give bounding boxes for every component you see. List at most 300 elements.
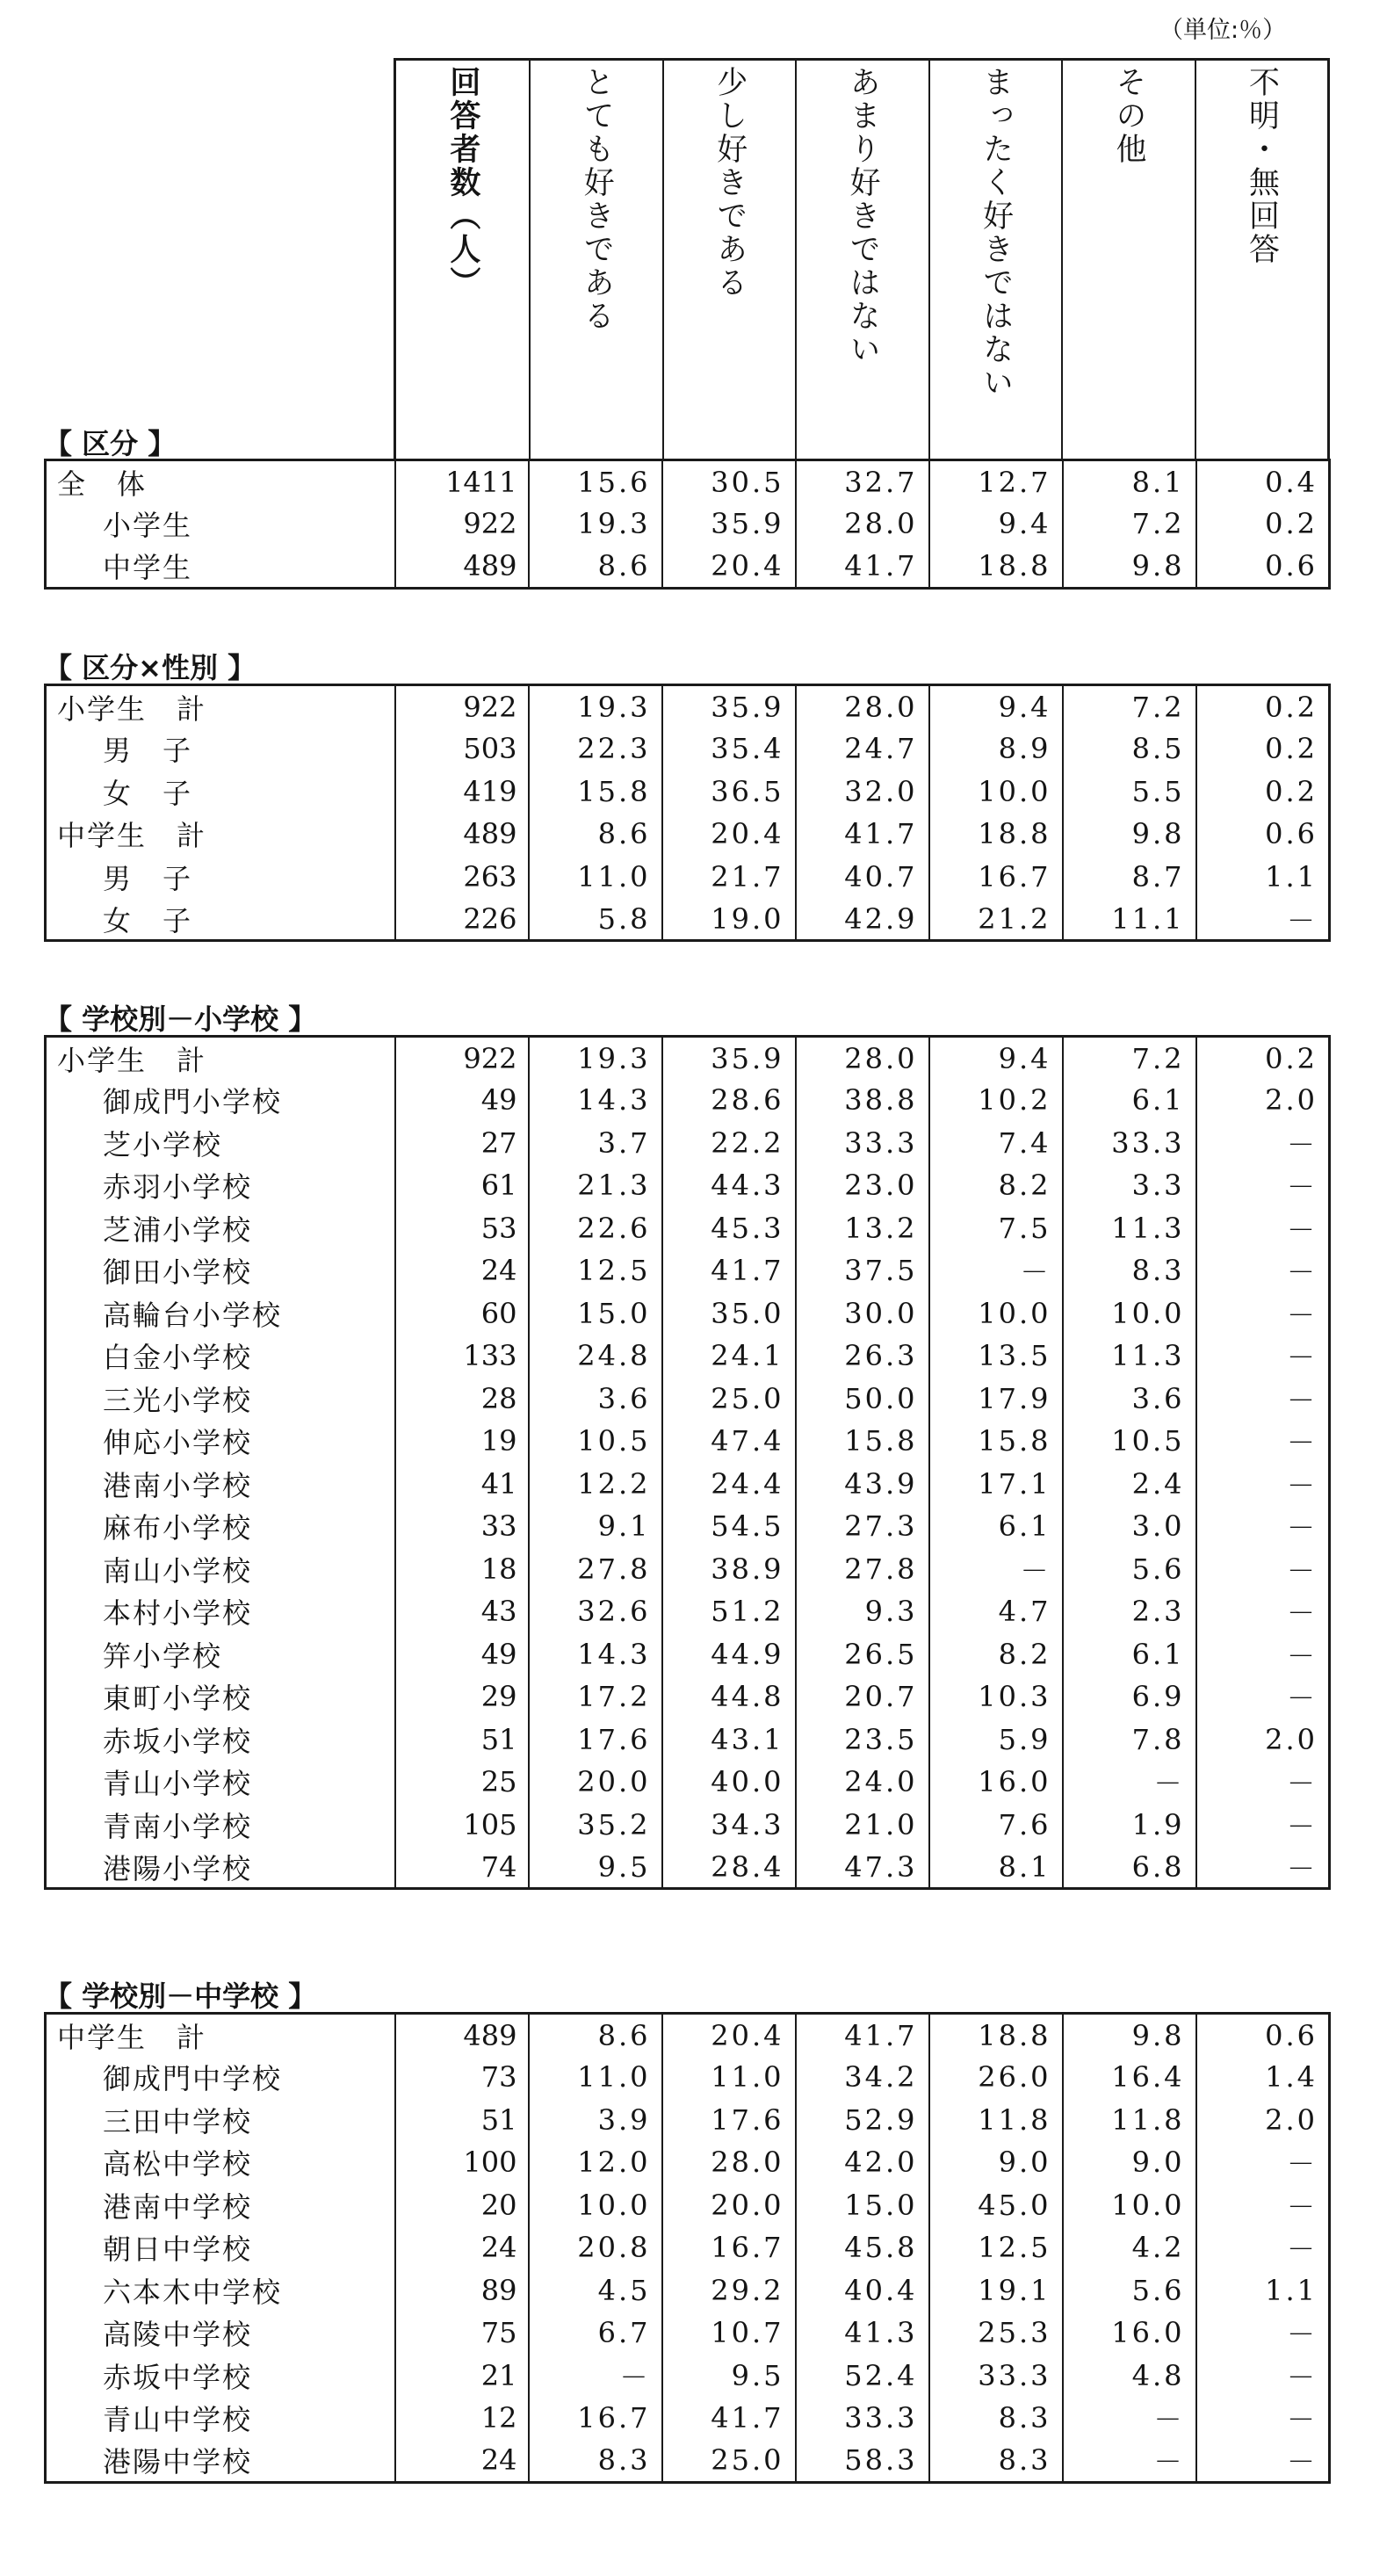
percent-cell: －: [1196, 2226, 1330, 2269]
percent-cell: 10.3: [929, 1675, 1063, 1719]
respondent-count-cell: 61: [395, 1164, 529, 1207]
percent-cell: 50.0: [796, 1378, 929, 1421]
percent-cell: 13.5: [929, 1335, 1063, 1378]
percent-cell: 10.0: [929, 1292, 1063, 1335]
percent-cell: 28.0: [796, 1037, 929, 1080]
percent-cell: －: [1196, 2440, 1330, 2483]
percent-cell: 16.0: [929, 1761, 1063, 1804]
respondent-count-cell: 53: [395, 1207, 529, 1250]
percent-cell: 10.7: [662, 2312, 796, 2355]
respondent-count-cell: 28: [395, 1378, 529, 1421]
percent-cell: －: [1196, 1761, 1330, 1804]
respondent-count-cell: 922: [395, 685, 529, 728]
percent-cell: 21.7: [662, 856, 796, 899]
percent-cell: 6.8: [1063, 1846, 1196, 1889]
section-title-division: 【 区分 】: [44, 427, 177, 460]
respondent-count-cell: 33: [395, 1505, 529, 1548]
percent-cell: 47.3: [796, 1846, 929, 1889]
respondent-count-cell: 263: [395, 856, 529, 899]
percent-cell: 5.8: [529, 898, 662, 941]
respondent-count-cell: 133: [395, 1335, 529, 1378]
percent-cell: 35.9: [662, 685, 796, 728]
percent-cell: －: [1196, 1378, 1330, 1421]
percent-cell: －: [929, 1249, 1063, 1292]
table-row: [46, 2014, 1330, 2057]
percent-cell: 10.5: [1063, 1420, 1196, 1463]
row-label: 御田小学校: [103, 1255, 253, 1290]
respondent-count-cell: 19: [395, 1420, 529, 1463]
respondent-count-cell: 922: [395, 503, 529, 546]
percent-cell: 11.8: [1063, 2099, 1196, 2142]
percent-cell: 33.3: [1063, 1122, 1196, 1165]
percent-cell: 14.3: [529, 1633, 662, 1676]
percent-cell: －: [1196, 2184, 1330, 2227]
section-title-junior-high-schools: 【 学校別－中学校 】: [44, 1979, 317, 2013]
percent-cell: 51.2: [662, 1590, 796, 1633]
percent-cell: 15.0: [796, 2184, 929, 2227]
percent-cell: 7.8: [1063, 1719, 1196, 1762]
percent-cell: －: [1196, 2312, 1330, 2355]
percent-cell: 30.0: [796, 1292, 929, 1335]
column-header-text: 不明・無回答: [1244, 66, 1280, 266]
percent-cell: 40.7: [796, 856, 929, 899]
row-label: 御成門中学校: [103, 2062, 283, 2096]
column-header-not-at-all: [928, 61, 1061, 459]
row-label: 小学生 計: [57, 691, 207, 726]
percent-cell: 45.8: [796, 2226, 929, 2269]
percent-cell: 41.7: [796, 546, 929, 589]
row-label: 港陽小学校: [103, 1851, 253, 1885]
percent-cell: 29.2: [662, 2269, 796, 2312]
row-label: 朝日中学校: [103, 2232, 253, 2267]
percent-cell: 20.4: [662, 546, 796, 589]
table-row: [46, 771, 1330, 814]
percent-cell: 2.0: [1196, 1719, 1330, 1762]
percent-cell: 25.0: [662, 1378, 796, 1421]
percent-cell: 11.0: [529, 2056, 662, 2099]
column-header-text: 少し好きである: [711, 66, 748, 300]
table-row: [46, 1122, 1330, 1165]
percent-cell: 21.3: [529, 1164, 662, 1207]
table-row: [46, 1292, 1330, 1335]
percent-cell: 11.1: [1063, 898, 1196, 941]
junior-high-schools-table: [44, 2012, 1331, 2484]
percent-cell: 33.3: [796, 2397, 929, 2440]
percent-cell: 0.2: [1196, 685, 1330, 728]
row-label: 青山小学校: [103, 1767, 253, 1801]
percent-cell: －: [1196, 1207, 1330, 1250]
column-header-text: その他: [1111, 66, 1147, 166]
column-header-text: あまり好きではない: [845, 66, 881, 366]
percent-cell: 0.4: [1196, 460, 1330, 503]
row-label: 女 子: [103, 903, 193, 937]
percent-cell: 1.1: [1196, 2269, 1330, 2312]
percent-cell: 9.8: [1063, 546, 1196, 589]
table-row: [46, 1335, 1330, 1378]
percent-cell: 26.0: [929, 2056, 1063, 2099]
row-label: 港南中学校: [103, 2189, 253, 2224]
percent-cell: 8.1: [929, 1846, 1063, 1889]
percent-cell: －: [1196, 1335, 1330, 1378]
row-label: 芝浦小学校: [103, 1212, 253, 1247]
percent-cell: 16.4: [1063, 2056, 1196, 2099]
table-row: [46, 813, 1330, 856]
percent-cell: －: [1196, 1590, 1330, 1633]
respondent-count-cell: 21: [395, 2355, 529, 2398]
percent-cell: 20.7: [796, 1675, 929, 1719]
percent-cell: 44.9: [662, 1633, 796, 1676]
column-header-unknown: [1195, 61, 1327, 459]
percent-cell: 35.2: [529, 1804, 662, 1847]
respondent-count-cell: 489: [395, 2014, 529, 2057]
percent-cell: 34.3: [662, 1804, 796, 1847]
row-label: 中学生 計: [57, 819, 207, 853]
percent-cell: 10.2: [929, 1079, 1063, 1122]
percent-cell: 9.5: [529, 1846, 662, 1889]
percent-cell: 20.4: [662, 813, 796, 856]
percent-cell: 7.6: [929, 1804, 1063, 1847]
percent-cell: 0.6: [1196, 813, 1330, 856]
percent-cell: 44.3: [662, 1164, 796, 1207]
percent-cell: －: [929, 1548, 1063, 1591]
percent-cell: 44.8: [662, 1675, 796, 1719]
percent-cell: 47.4: [662, 1420, 796, 1463]
percent-cell: 15.8: [796, 1420, 929, 1463]
row-label: 南山小学校: [103, 1553, 253, 1588]
percent-cell: 8.3: [529, 2440, 662, 2483]
percent-cell: 35.9: [662, 1037, 796, 1080]
respondent-count-cell: 503: [395, 727, 529, 771]
percent-cell: 12.5: [929, 2226, 1063, 2269]
respondent-count-cell: 489: [395, 813, 529, 856]
percent-cell: 58.3: [796, 2440, 929, 2483]
table-row: [46, 856, 1330, 899]
row-label: 港南小学校: [103, 1468, 253, 1502]
table-row: [46, 1207, 1330, 1250]
percent-cell: 13.2: [796, 1207, 929, 1250]
percent-cell: 19.3: [529, 685, 662, 728]
percent-cell: 9.1: [529, 1505, 662, 1548]
percent-cell: 28.0: [662, 2141, 796, 2184]
percent-cell: 15.0: [529, 1292, 662, 1335]
percent-cell: 17.6: [662, 2099, 796, 2142]
percent-cell: 0.2: [1196, 771, 1330, 814]
row-label: 高陵中学校: [103, 2318, 253, 2352]
percent-cell: －: [1196, 2355, 1330, 2398]
table-row: [46, 546, 1330, 589]
table-row: [46, 1675, 1330, 1719]
table-row: [46, 2226, 1330, 2269]
respondent-count-cell: 25: [395, 1761, 529, 1804]
percent-cell: 19.0: [662, 898, 796, 941]
row-label: 三光小学校: [103, 1383, 253, 1417]
percent-cell: 18.8: [929, 2014, 1063, 2057]
table-row: [46, 2141, 1330, 2184]
respondent-count-cell: 89: [395, 2269, 529, 2312]
percent-cell: 33.3: [929, 2355, 1063, 2398]
table-row: [46, 2440, 1330, 2483]
respondent-count-cell: 226: [395, 898, 529, 941]
table-row: [46, 1249, 1330, 1292]
row-label: 六本木中学校: [103, 2275, 283, 2309]
respondent-count-cell: 43: [395, 1590, 529, 1633]
percent-cell: 38.8: [796, 1079, 929, 1122]
percent-cell: 3.3: [1063, 1164, 1196, 1207]
table-row: [46, 503, 1330, 546]
column-header-not-much: [795, 61, 928, 459]
percent-cell: 0.2: [1196, 1037, 1330, 1080]
percent-cell: 26.5: [796, 1633, 929, 1676]
table-row: [46, 2269, 1330, 2312]
table-row: [46, 685, 1330, 728]
percent-cell: 54.5: [662, 1505, 796, 1548]
table-row: [46, 898, 1330, 941]
percent-cell: 3.6: [529, 1378, 662, 1421]
percent-cell: 41.7: [796, 813, 929, 856]
row-label: 女 子: [103, 776, 193, 810]
percent-cell: 22.2: [662, 1122, 796, 1165]
table-row: [46, 2184, 1330, 2227]
percent-cell: 5.6: [1063, 1548, 1196, 1591]
percent-cell: 38.9: [662, 1548, 796, 1591]
percent-cell: 4.5: [529, 2269, 662, 2312]
percent-cell: 23.5: [796, 1719, 929, 1762]
row-label: 全 体: [57, 467, 148, 501]
percent-cell: 11.0: [662, 2056, 796, 2099]
percent-cell: 37.5: [796, 1249, 929, 1292]
percent-cell: 17.1: [929, 1463, 1063, 1506]
table-row: [46, 1463, 1330, 1506]
percent-cell: 12.2: [529, 1463, 662, 1506]
table-row: [46, 1846, 1330, 1889]
row-label: 白金小学校: [103, 1341, 253, 1375]
percent-cell: 7.5: [929, 1207, 1063, 1250]
percent-cell: 10.0: [529, 2184, 662, 2227]
section-title-elementary-schools: 【 学校別－小学校 】: [44, 1002, 317, 1036]
respondent-count-cell: 29: [395, 1675, 529, 1719]
percent-cell: －: [1196, 1292, 1330, 1335]
percent-cell: 20.8: [529, 2226, 662, 2269]
percent-cell: －: [1063, 1761, 1196, 1804]
percent-cell: 18.8: [929, 813, 1063, 856]
percent-cell: 10.0: [1063, 1292, 1196, 1335]
percent-cell: 20.0: [662, 2184, 796, 2227]
section-title-division-gender: 【 区分×性別 】: [44, 651, 256, 684]
percent-cell: 28.0: [796, 685, 929, 728]
percent-cell: －: [1196, 1505, 1330, 1548]
table-row: [46, 1761, 1330, 1804]
percent-cell: －: [1196, 1846, 1330, 1889]
percent-cell: 1.9: [1063, 1804, 1196, 1847]
column-header-text: まったく好きではない: [978, 66, 1014, 400]
percent-cell: 28.4: [662, 1846, 796, 1889]
percent-cell: 15.6: [529, 460, 662, 503]
percent-cell: 40.4: [796, 2269, 929, 2312]
percent-cell: 32.7: [796, 460, 929, 503]
row-label: 高輪台小学校: [103, 1298, 283, 1332]
percent-cell: 12.5: [529, 1249, 662, 1292]
percent-cell: 9.5: [662, 2355, 796, 2398]
percent-cell: 27.3: [796, 1505, 929, 1548]
percent-cell: 8.3: [1063, 1249, 1196, 1292]
percent-cell: 5.6: [1063, 2269, 1196, 2312]
respondent-count-cell: 419: [395, 771, 529, 814]
respondent-count-cell: 41: [395, 1463, 529, 1506]
percent-cell: 16.7: [662, 2226, 796, 2269]
percent-cell: 2.0: [1196, 1079, 1330, 1122]
percent-cell: 28.6: [662, 1079, 796, 1122]
percent-cell: 8.2: [929, 1633, 1063, 1676]
unit-label: （単位:％）: [1159, 17, 1287, 44]
respondent-count-cell: 922: [395, 1037, 529, 1080]
percent-cell: 9.4: [929, 1037, 1063, 1080]
row-label: 中学生: [103, 551, 193, 584]
percent-cell: 25.3: [929, 2312, 1063, 2355]
percent-cell: 16.7: [929, 856, 1063, 899]
row-label: 男 子: [103, 861, 193, 895]
percent-cell: 8.1: [1063, 460, 1196, 503]
percent-cell: 3.6: [1063, 1378, 1196, 1421]
percent-cell: 7.2: [1063, 685, 1196, 728]
percent-cell: －: [1196, 2141, 1330, 2184]
percent-cell: －: [1196, 1164, 1330, 1207]
table-row: [46, 1548, 1330, 1591]
column-header-text: 回答者数（人）: [444, 66, 480, 300]
respondent-count-cell: 18: [395, 1548, 529, 1591]
percent-cell: 45.3: [662, 1207, 796, 1250]
percent-cell: 23.0: [796, 1164, 929, 1207]
percent-cell: 8.6: [529, 2014, 662, 2057]
percent-cell: 1.4: [1196, 2056, 1330, 2099]
row-label: 麻布小学校: [103, 1511, 253, 1545]
row-label: 三田中学校: [103, 2104, 253, 2138]
percent-cell: 12.0: [529, 2141, 662, 2184]
percent-cell: －: [1196, 1633, 1330, 1676]
elementary-schools-table: [44, 1035, 1331, 1890]
row-label: 男 子: [103, 734, 193, 768]
row-label: 伸応小学校: [103, 1426, 253, 1460]
percent-cell: 0.2: [1196, 503, 1330, 546]
percent-cell: 41.7: [796, 2014, 929, 2057]
percent-cell: 0.2: [1196, 727, 1330, 771]
percent-cell: 8.2: [929, 1164, 1063, 1207]
column-header-respondents: [396, 61, 529, 459]
table-row: [46, 1079, 1330, 1122]
percent-cell: 42.0: [796, 2141, 929, 2184]
table-row: [46, 1719, 1330, 1762]
percent-cell: 18.8: [929, 546, 1063, 589]
percent-cell: 6.7: [529, 2312, 662, 2355]
percent-cell: 15.8: [529, 771, 662, 814]
percent-cell: 2.0: [1196, 2099, 1330, 2142]
row-label: 小学生 計: [57, 1043, 207, 1077]
table-row: [46, 1633, 1330, 1676]
percent-cell: 11.0: [529, 856, 662, 899]
percent-cell: 30.5: [662, 460, 796, 503]
table-row: [46, 2056, 1330, 2099]
percent-cell: 14.3: [529, 1079, 662, 1122]
percent-cell: 21.0: [796, 1804, 929, 1847]
table-row: [46, 1420, 1330, 1463]
percent-cell: 3.0: [1063, 1505, 1196, 1548]
percent-cell: 33.3: [796, 1122, 929, 1165]
percent-cell: 8.3: [929, 2440, 1063, 2483]
percent-cell: －: [529, 2355, 662, 2398]
respondent-count-cell: 60: [395, 1292, 529, 1335]
table-row: [46, 2312, 1330, 2355]
percent-cell: 7.2: [1063, 1037, 1196, 1080]
row-label: 東町小学校: [103, 1682, 253, 1716]
percent-cell: 2.3: [1063, 1590, 1196, 1633]
column-header-like-somewhat: [662, 61, 795, 459]
percent-cell: 9.0: [929, 2141, 1063, 2184]
respondent-count-cell: 100: [395, 2141, 529, 2184]
percent-cell: 8.9: [929, 727, 1063, 771]
percent-cell: 6.9: [1063, 1675, 1196, 1719]
percent-cell: 24.8: [529, 1335, 662, 1378]
percent-cell: 27.8: [529, 1548, 662, 1591]
percent-cell: 25.0: [662, 2440, 796, 2483]
row-label: 青南小学校: [103, 1809, 253, 1843]
percent-cell: 24.7: [796, 727, 929, 771]
percent-cell: 6.1: [1063, 1079, 1196, 1122]
percent-cell: 35.4: [662, 727, 796, 771]
percent-cell: 52.9: [796, 2099, 929, 2142]
percent-cell: 36.5: [662, 771, 796, 814]
percent-cell: －: [1063, 2397, 1196, 2440]
division-gender-table: [44, 684, 1331, 942]
percent-cell: 5.9: [929, 1719, 1063, 1762]
percent-cell: 3.9: [529, 2099, 662, 2142]
table-row: [46, 460, 1330, 503]
percent-cell: 26.3: [796, 1335, 929, 1378]
row-label: 港陽中学校: [103, 2445, 253, 2478]
respondent-count-cell: 12: [395, 2397, 529, 2440]
table-row: [46, 1505, 1330, 1548]
percent-cell: 35.9: [662, 503, 796, 546]
percent-cell: 17.9: [929, 1378, 1063, 1421]
percent-cell: 8.6: [529, 813, 662, 856]
respondent-count-cell: 489: [395, 546, 529, 589]
percent-cell: 42.9: [796, 898, 929, 941]
percent-cell: 16.7: [529, 2397, 662, 2440]
percent-cell: 41.7: [662, 2397, 796, 2440]
percent-cell: 20.0: [529, 1761, 662, 1804]
row-label: 高松中学校: [103, 2147, 253, 2182]
table-row: [46, 727, 1330, 771]
respondent-count-cell: 27: [395, 1122, 529, 1165]
row-label: 中学生 計: [57, 2020, 207, 2054]
percent-cell: 35.0: [662, 1292, 796, 1335]
percent-cell: 11.8: [929, 2099, 1063, 2142]
percent-cell: 22.3: [529, 727, 662, 771]
percent-cell: 5.5: [1063, 771, 1196, 814]
percent-cell: 9.3: [796, 1590, 929, 1633]
percent-cell: 43.9: [796, 1463, 929, 1506]
column-header-text: とても好きである: [579, 66, 615, 333]
percent-cell: 9.4: [929, 685, 1063, 728]
row-label: 赤坂中学校: [103, 2360, 253, 2394]
percent-cell: 45.0: [929, 2184, 1063, 2227]
row-label: 笄小学校: [103, 1639, 223, 1673]
percent-cell: 17.2: [529, 1675, 662, 1719]
respondent-count-cell: 73: [395, 2056, 529, 2099]
percent-cell: 4.7: [929, 1590, 1063, 1633]
row-label: 赤坂小学校: [103, 1724, 253, 1758]
percent-cell: －: [1196, 1675, 1330, 1719]
respondent-count-cell: 105: [395, 1804, 529, 1847]
percent-cell: 22.6: [529, 1207, 662, 1250]
